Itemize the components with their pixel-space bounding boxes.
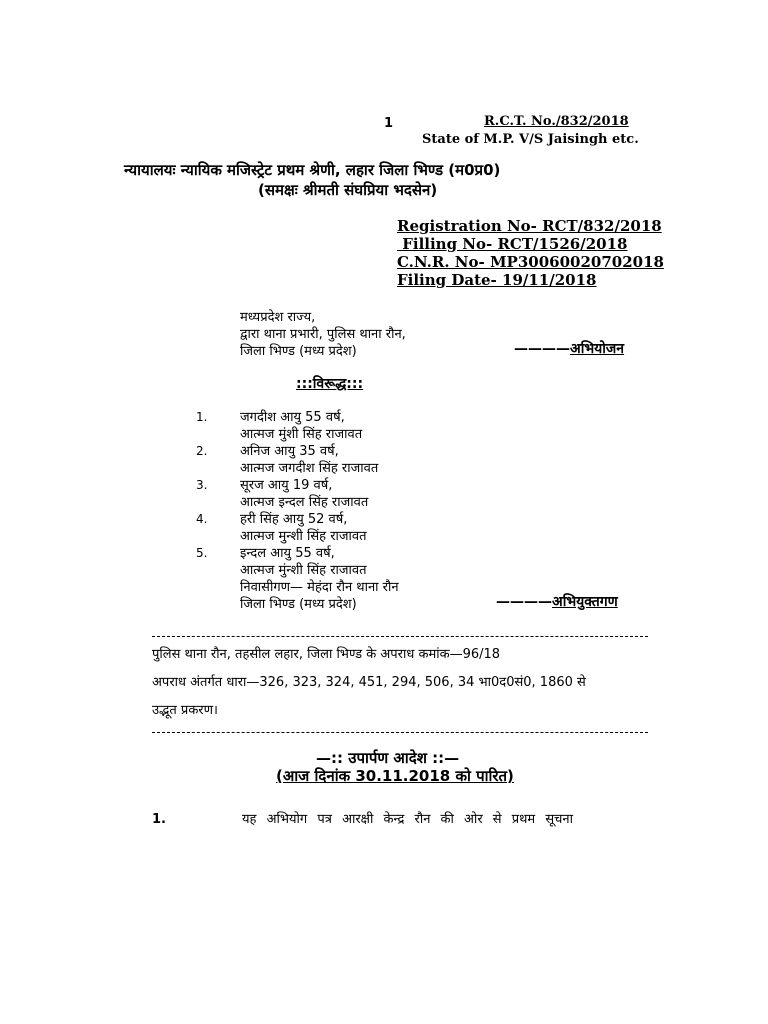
crime-line-2: अपराध अंतर्गत धारा—326, 323, 324, 451, 294, 506, 34 भा0द0सं0, 1860 से bbox=[152, 675, 586, 690]
paragraph-text: यह अभियोग पत्र आरक्षी केन्द्र रौन की ओर से प्रथम सूचना bbox=[242, 812, 573, 827]
order-title: —:: उपार्पण आदेश ::— bbox=[316, 749, 460, 767]
accused-2-number: 2. bbox=[196, 444, 208, 458]
prosecution-label bbox=[514, 339, 624, 358]
prosecution-line-3: जिला भिण्ड (मध्य प्रदेश) bbox=[240, 344, 357, 359]
crime-line-3: उद्भूत प्रकरण। bbox=[152, 703, 218, 718]
accused-3-father: आत्मज इन्दल सिंह राजावत bbox=[240, 495, 369, 510]
accused-1-number: 1. bbox=[196, 410, 208, 424]
order-date: (आज दिनांक 30.11.2018 को पारित) bbox=[276, 767, 514, 785]
accused-5-name: इन्दल आयु 55 वर्ष, bbox=[240, 546, 335, 561]
prosecution-line-1: मध्यप्रदेश राज्य, bbox=[240, 310, 316, 325]
accused-1-name: जगदीश आयु 55 वर्ष, bbox=[240, 410, 345, 425]
registration-no: Registration No- RCT/832/2018 bbox=[397, 217, 662, 235]
divider-bottom bbox=[152, 732, 648, 733]
accused-district: जिला भिण्ड (मध्य प्रदेश) bbox=[240, 597, 357, 612]
prosecution-label-text: अभियोजन bbox=[570, 341, 625, 357]
filing-date: Filing Date- 19/11/2018 bbox=[397, 271, 597, 289]
rct-number: R.C.T. No./832/2018 bbox=[484, 114, 629, 129]
prosecution-line-2: द्वारा थाना प्रभारी, पुलिस थाना रौन, bbox=[240, 327, 406, 342]
accused-dash: ———— bbox=[496, 594, 552, 610]
versus-heading: :::विरूद्ध::: bbox=[296, 376, 364, 392]
divider-top bbox=[152, 636, 648, 637]
accused-2-name: अनिज आयु 35 वर्ष, bbox=[240, 444, 339, 459]
accused-residence: निवासीगण— मेहंदा रौन थाना रौन bbox=[240, 580, 399, 595]
crime-line-1: पुलिस थाना रौन, तहसील लहार, जिला भिण्ड के अपराध कमांक—96/18 bbox=[152, 647, 501, 662]
filling-no: Filling No- RCT/1526/2018 bbox=[397, 235, 628, 253]
prosecution-dash: ———— bbox=[514, 341, 570, 357]
accused-label-text: अभियुक्तगण bbox=[552, 594, 618, 610]
accused-label bbox=[496, 592, 618, 611]
accused-3-number: 3. bbox=[196, 478, 208, 492]
accused-4-name: हरी सिंह आयु 52 वर्ष, bbox=[240, 512, 348, 527]
accused-5-father: आत्मज मुंन्शी सिंह राजावत bbox=[240, 563, 367, 578]
cnr-no: C.N.R. No- MP30060020702018 bbox=[397, 253, 664, 271]
case-title: State of M.P. V/S Jaisingh etc. bbox=[422, 132, 639, 147]
accused-1-father: आत्मज मुंशी सिंह राजावत bbox=[240, 427, 363, 442]
accused-2-father: आत्मज जगदीश सिंह राजावत bbox=[240, 461, 379, 476]
page-number: 1 bbox=[384, 116, 394, 131]
court-name: न्यायालयः न्यायिक मजिस्ट्रेट प्रथम श्रेणी, लहार जिला भिण्ड (म0प्र0) bbox=[124, 161, 501, 179]
accused-4-number: 4. bbox=[196, 512, 208, 526]
accused-4-father: आत्मज मुन्शी सिंह राजावत bbox=[240, 529, 367, 544]
paragraph-number: 1. bbox=[152, 812, 166, 827]
accused-5-number: 5. bbox=[196, 546, 208, 560]
court-presiding: (समक्षः श्रीमती संघप्रिया भदसेन) bbox=[258, 181, 438, 199]
accused-3-name: सूरज आयु 19 वर्ष, bbox=[240, 478, 333, 493]
